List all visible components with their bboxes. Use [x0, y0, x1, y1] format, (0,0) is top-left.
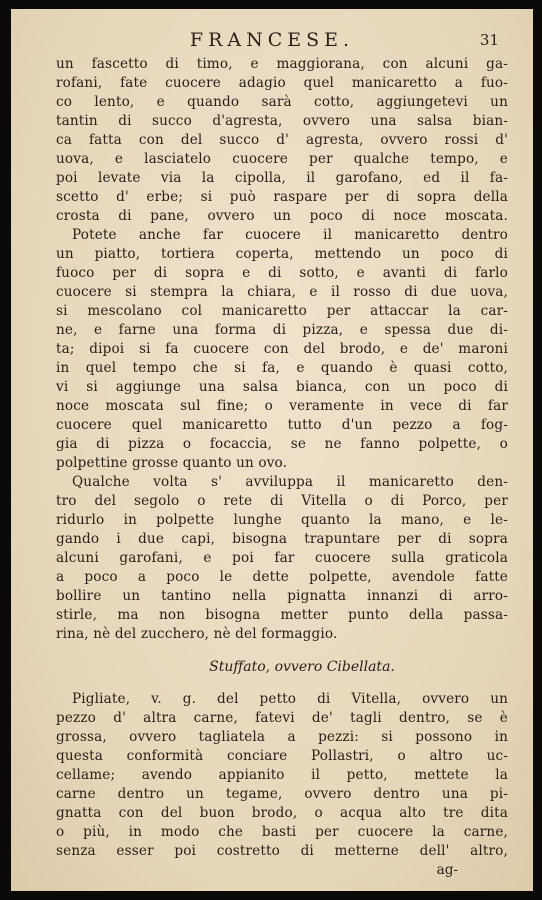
text-line: bollire un tantino nella pignatta innanzi di arro-	[56, 588, 508, 604]
text-line: fuoco per di sopra e di sotto, e avanti di farlo	[56, 265, 508, 281]
text-line: pezzo d' altra carne, fatevi de' tagli dentro, se è	[56, 710, 508, 726]
text-line: vi si aggiunge una salsa bianca, con un poco di	[56, 379, 508, 395]
text-line: ne, e farne una forma di pizza, e spessa due di-	[56, 322, 508, 338]
text-line: ca fatta con del succo d' agresta, ovvero rossi d'	[56, 132, 508, 148]
text-line: questa conformità conciare Pollastri, o altro uc-	[56, 748, 508, 764]
text-line: cuocere quel manicaretto tutto d'un pezzo a fog-	[56, 417, 508, 433]
page-number: 31	[479, 31, 499, 49]
text-line: crosta di pane, ovvero un poco di noce moscata.	[56, 208, 508, 224]
text-line: stirle, ma non bisogna metter punto della passa-	[56, 607, 508, 623]
text-line: Potete anche far cuocere il manicaretto dentro	[72, 227, 508, 243]
text-line: tro del segolo o rete di Vitella o di Porco, per	[56, 493, 508, 509]
text-line: cellame; avendo appianito il petto, mettete la	[56, 767, 508, 783]
text-line: cuocere si stempra la chiara, e il rosso di due uova,	[56, 284, 508, 300]
book-page	[11, 9, 533, 891]
body-text	[56, 55, 508, 880]
text-line: carne dentro un tegame, ovvero dentro una pi-	[56, 786, 508, 802]
text-line: Pigliate, v. g. del petto di Vitella, ovvero un	[72, 691, 508, 707]
text-line: ta; dipoi si fa cuocere con del brodo, e de' maroni	[56, 341, 508, 357]
text-line: tantin di succo d'agresta, ovvero una salsa bian-	[56, 113, 508, 129]
text-line: ridurlo in polpette lunghe quanto la mano, e le-	[56, 512, 508, 528]
text-line: poi levate via la cipolla, il garofano, ed il fa-	[56, 170, 508, 186]
text-line: gia di pizza o focaccia, se ne fanno polpette, o	[56, 436, 508, 452]
text-line: un piatto, tortiera coperta, mettendo un poco di	[56, 246, 508, 262]
text-line: grossa, ovvero tagliatela a pezzi: si possono in	[56, 729, 508, 745]
text-line: gando i due capi, bisogna trapuntare per di sopra	[56, 531, 508, 547]
text-line: rofani, fate cuocere adagio quel manicaretto a fuo-	[56, 75, 508, 91]
text-line: uova, e lasciatelo cuocere per qualche tempo, e	[56, 151, 508, 167]
text-line: noce moscata sul fine; o veramente in vece di far	[56, 398, 508, 414]
text-line: gnatta con del buon brodo, o acqua alto tre dita	[56, 805, 508, 821]
text-line: alcuni garofani, e poi far cuocere sulla graticola	[56, 550, 508, 566]
text-line: scetto d' erbe; si può raspare per di sopra della	[56, 189, 508, 205]
catchword: ag-	[436, 862, 458, 878]
text-line: o più, in modo che basti per cuocere la carne,	[56, 824, 508, 840]
text-line: polpettine grosse quanto un ovo.	[56, 455, 288, 471]
text-line: si mescolano col manicaretto per attaccar la car-	[56, 303, 508, 319]
section-spacer	[56, 678, 508, 690]
text-line: a poco a poco le dette polpette, avendole fatte	[56, 569, 508, 585]
text-line: co lento, e quando sarà cotto, aggiungetevi un	[56, 94, 508, 110]
text-line: senza esser poi costretto di metterne dell' altro,	[56, 843, 508, 859]
section-title: Stuffato, ovvero Cibellata.	[209, 659, 395, 675]
page-header	[11, 29, 533, 57]
text-line: un fascetto di timo, e maggiorana, con alcuni ga-	[56, 56, 508, 72]
section-spacer	[56, 644, 508, 656]
running-head: FRANCESE.	[189, 29, 355, 51]
text-line: in quel tempo che si fa, e quando è quasi cotto,	[56, 360, 508, 376]
text-line: Qualche volta s' avviluppa il manicaretto den-	[72, 474, 508, 490]
text-line: rina, nè del zucchero, nè del formaggio.	[56, 626, 338, 642]
